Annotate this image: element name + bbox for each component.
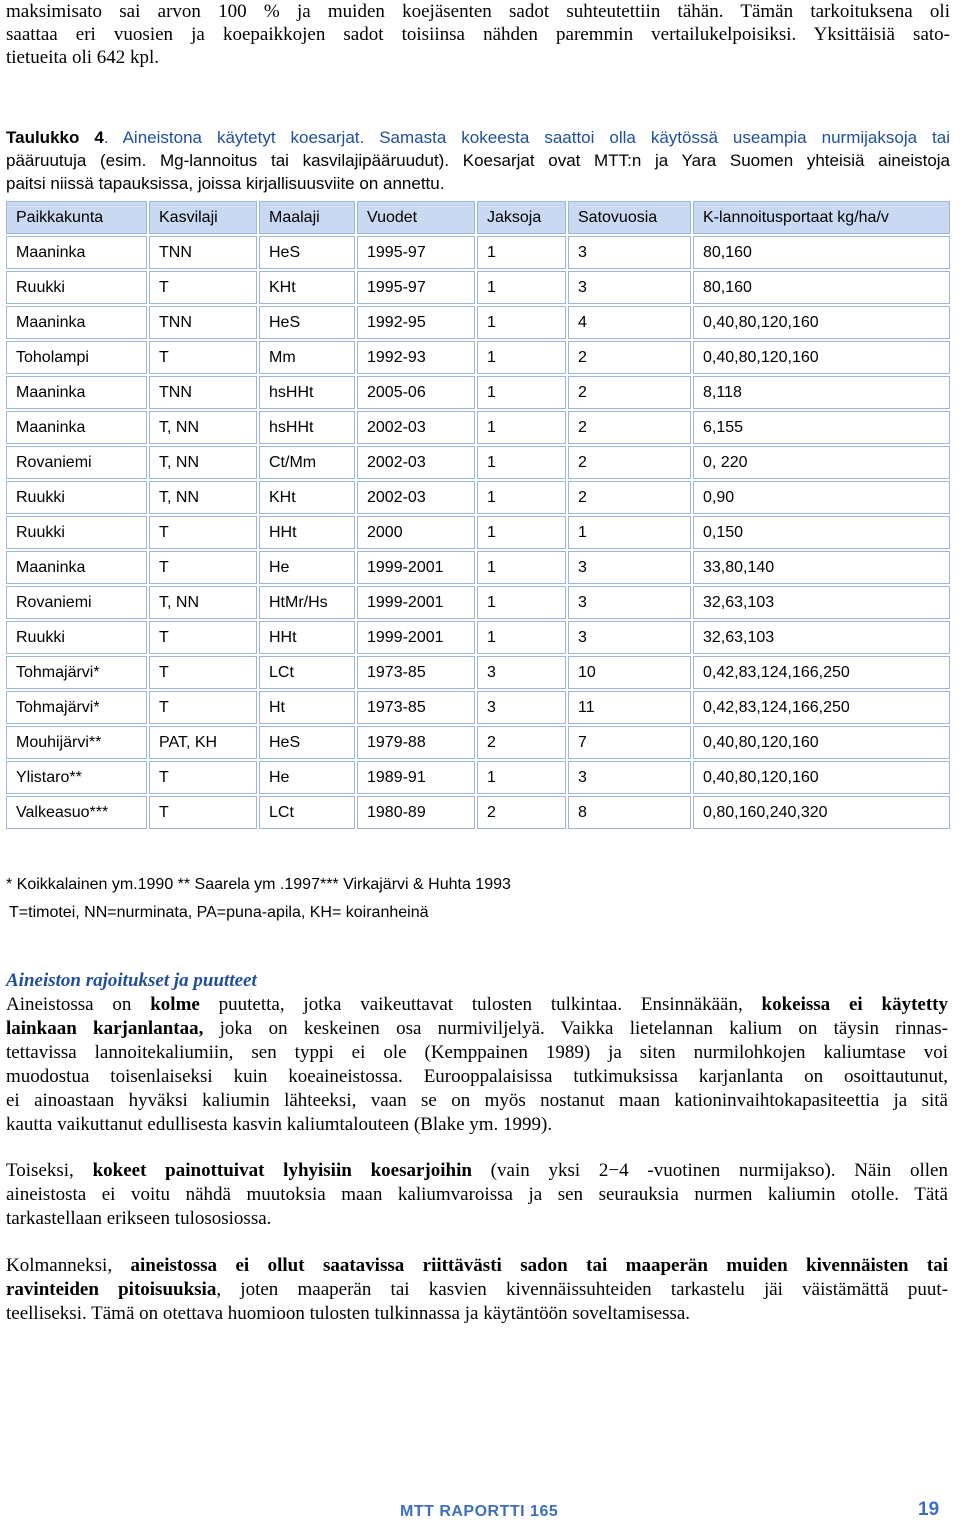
table-cell: HHt — [259, 516, 355, 549]
table-cell: T — [149, 796, 257, 829]
table-cell: 3 — [568, 551, 691, 584]
table-row — [6, 621, 950, 654]
table-cell: He — [259, 761, 355, 794]
table-cell: 1 — [477, 481, 566, 514]
table-cell: HeS — [259, 236, 355, 269]
table-cell: 0,80,160,240,320 — [693, 796, 950, 829]
table-row — [6, 271, 950, 304]
table-cell: 1989-91 — [357, 761, 475, 794]
table-cell: 2 — [568, 341, 691, 374]
footnote-references: * Koikkalainen ym.1990 ** Saarela ym .1997*** Virkajärvi & Huhta 1993 — [6, 876, 511, 893]
table-cell: 1992-93 — [357, 341, 475, 374]
table-cell: 2 — [568, 446, 691, 479]
table-cell: T, NN — [149, 586, 257, 619]
column-header: Maalaji — [259, 201, 355, 234]
table-cell: LCt — [259, 796, 355, 829]
table-cell: T — [149, 271, 257, 304]
report-series-label: MTT RAPORTTI 165 — [400, 1503, 559, 1520]
table-cell: Rovaniemi — [6, 446, 147, 479]
table-cell: 32,63,103 — [693, 586, 950, 619]
column-header: Vuodet — [357, 201, 475, 234]
table-cell: TNN — [149, 236, 257, 269]
intro-line: tietueita oli 642 kpl. — [6, 47, 160, 68]
table-cell: KHt — [259, 271, 355, 304]
table-row — [6, 796, 950, 829]
table-cell: T, NN — [149, 411, 257, 444]
table-cell: 1 — [477, 306, 566, 339]
table-row — [6, 306, 950, 339]
table-cell: 2 — [568, 481, 691, 514]
page-number: 19 — [918, 1499, 940, 1520]
table-cell: 1 — [477, 271, 566, 304]
table-cell: 1 — [477, 586, 566, 619]
table-row — [6, 376, 950, 409]
table-cell: Tohmajärvi* — [6, 656, 147, 689]
table-cell: 1999-2001 — [357, 551, 475, 584]
table-body — [6, 236, 950, 829]
table-cell: 2002-03 — [357, 481, 475, 514]
column-header: Jaksoja — [477, 201, 566, 234]
table-cell: 1999-2001 — [357, 621, 475, 654]
table-cell: Ct/Mm — [259, 446, 355, 479]
table-cell: 80,160 — [693, 271, 950, 304]
column-header: K-lannoitusportaat kg/ha/v — [693, 201, 950, 234]
table-cell: 2 — [568, 376, 691, 409]
table-row — [6, 236, 950, 269]
table-cell: 3 — [568, 586, 691, 619]
column-header: Satovuosia — [568, 201, 691, 234]
table-cell: 1979-88 — [357, 726, 475, 759]
table-cell: 1999-2001 — [357, 586, 475, 619]
table-row — [6, 761, 950, 794]
table-cell: 0,90 — [693, 481, 950, 514]
table-cell: 0,150 — [693, 516, 950, 549]
table-cell: T — [149, 691, 257, 724]
table-row — [6, 411, 950, 444]
table-cell: 10 — [568, 656, 691, 689]
column-header: Kasvilaji — [149, 201, 257, 234]
table-cell: Toholampi — [6, 341, 147, 374]
table-cell: HHt — [259, 621, 355, 654]
table-cell: 1 — [477, 761, 566, 794]
table-cell: TNN — [149, 306, 257, 339]
footnote-abbreviations: T=timotei, NN=nurminata, PA=puna-apila, KH= koiranheinä — [9, 904, 429, 921]
section-heading: Aineiston rajoitukset ja puutteet — [6, 970, 257, 991]
paragraph-1: Aineistossa on kolme puutetta, jotka vaikeuttavat tulosten tulkintaa. Ensinnäkään, kokeissa ei käytetty lainkaan karjanlantaa, joka on keskeinen osa nurmiviljelyä. Vaikka lietelannan kalium on täysin rinnas- tettavissa lannoitekaliumiin, sen typpi ei ole (Kemppainen 1989) ja siten nurmilohkojen kaliumtase voi muodostua toisenlaiseksi kuin koeaineistossa. Eurooppalaisissa tutkimuksissa karjanlanta on osoittautunut, ei ainoastaan hyväksi kaliumin lähteeksi, vaan se on myös nostanut maan kationinvaihtokapasiteettia ja sitä kautta vaikuttanut edullisesta kasvin kaliumtalouteen (Blake ym. 1999). — [6, 994, 949, 1135]
table-cell: 0,42,83,124,166,250 — [693, 656, 950, 689]
table-cell: 1973-85 — [357, 691, 475, 724]
paragraph-3: Kolmanneksi, aineistossa ei ollut saatavissa riittävästi sadon tai maaperän muiden kivennäisten tai ravinteiden pitoisuuksia, joten maaperän tai kasvien kivennäissuhteiden tarkastelu jäi väistämättä puut- teelliseksi. Tämä on otettava huomioon tulosten tulkinnassa ja käytäntöön soveltamisessa. — [6, 1255, 949, 1324]
table-cell: TNN — [149, 376, 257, 409]
table-cell: Ruukki — [6, 621, 147, 654]
table-cell: PAT, KH — [149, 726, 257, 759]
table-cell: Rovaniemi — [6, 586, 147, 619]
table-cell: 2000 — [357, 516, 475, 549]
table-cell: Tohmajärvi* — [6, 691, 147, 724]
paragraph-2: Toiseksi, kokeet painottuivat lyhyisiin koesarjoihin (vain yksi 2−4 -vuotinen nurmijakso). Näin ollen aineistosta ei voitu nähdä muutoksia maan kaliumvaroissa ja sen seurauksia nurmen kaliumin otolle. Tätä tarkastellaan erikseen tulososiossa. — [6, 1160, 948, 1229]
table-cell: T — [149, 656, 257, 689]
table-cell: 3 — [477, 656, 566, 689]
table-row — [6, 586, 950, 619]
table-cell: 0,40,80,120,160 — [693, 726, 950, 759]
table-cell: 11 — [568, 691, 691, 724]
table-cell: hsHHt — [259, 411, 355, 444]
trial-series-table — [4, 199, 952, 831]
table-cell: 1995-97 — [357, 236, 475, 269]
table-cell: HtMr/Hs — [259, 586, 355, 619]
table-cell: He — [259, 551, 355, 584]
table-cell: Ruukki — [6, 271, 147, 304]
table-cell: 0,40,80,120,160 — [693, 761, 950, 794]
table-cell: 32,63,103 — [693, 621, 950, 654]
table-cell: HeS — [259, 306, 355, 339]
table-cell: 1 — [477, 236, 566, 269]
table-cell: 0,40,80,120,160 — [693, 341, 950, 374]
table-cell: 3 — [568, 271, 691, 304]
table-cell: 0,40,80,120,160 — [693, 306, 950, 339]
table-cell: Maaninka — [6, 376, 147, 409]
table-cell: 3 — [568, 761, 691, 794]
table-cell: T, NN — [149, 446, 257, 479]
table-cell: Ruukki — [6, 516, 147, 549]
table-cell: 1 — [477, 551, 566, 584]
table-cell: Maaninka — [6, 551, 147, 584]
table-cell: hsHHt — [259, 376, 355, 409]
caption-text: . Aineistona käytetyt koesarjat. Samasta kokeesta saattoi olla käytössä useampia nurmijaksoja tai — [103, 128, 950, 147]
table-cell: 1 — [477, 621, 566, 654]
table-caption — [6, 126, 950, 195]
table-cell: 3 — [568, 236, 691, 269]
table-cell: 80,160 — [693, 236, 950, 269]
table-cell: Maaninka — [6, 236, 147, 269]
table-cell: 1 — [477, 341, 566, 374]
caption-label: Taulukko 4 — [6, 128, 104, 147]
table-cell: 1992-95 — [357, 306, 475, 339]
table-cell: 2002-03 — [357, 411, 475, 444]
table-cell: Valkeasuo*** — [6, 796, 147, 829]
table-cell: 1 — [568, 516, 691, 549]
table-cell: 0, 220 — [693, 446, 950, 479]
table-row — [6, 726, 950, 759]
table-cell: Mouhijärvi** — [6, 726, 147, 759]
table-cell: LCt — [259, 656, 355, 689]
table-header-row — [6, 201, 950, 234]
table-row — [6, 691, 950, 724]
table-cell: 8 — [568, 796, 691, 829]
table-cell: 2 — [477, 726, 566, 759]
table-cell: Ylistaro** — [6, 761, 147, 794]
table-cell: T — [149, 761, 257, 794]
table-cell: 0,42,83,124,166,250 — [693, 691, 950, 724]
column-header: Paikkakunta — [6, 201, 147, 234]
table-cell: 6,155 — [693, 411, 950, 444]
table-cell: 3 — [568, 621, 691, 654]
caption-text: pääruutuja (esim. Mg-lannoitus tai kasvilajipääruudut). Koesarjat ovat MTT:n ja Yara Suomen yhteisiä aineistoja — [6, 151, 950, 170]
table-row — [6, 446, 950, 479]
table-cell: T — [149, 341, 257, 374]
table-cell: 7 — [568, 726, 691, 759]
table-cell: Ruukki — [6, 481, 147, 514]
table-cell: Maaninka — [6, 306, 147, 339]
table-cell: 3 — [477, 691, 566, 724]
section-heading-block — [6, 969, 948, 1137]
table-cell: 2002-03 — [357, 446, 475, 479]
table-cell: 2 — [568, 411, 691, 444]
intro-paragraph — [6, 0, 950, 69]
table-cell: T — [149, 516, 257, 549]
table-cell: T, NN — [149, 481, 257, 514]
intro-line: maksimisato sai arvon 100 % ja muiden koejäsenten sadot suhteutettiin tähän. Tämän tarkoituksena oli — [6, 1, 950, 22]
table-cell: 1 — [477, 516, 566, 549]
table-row — [6, 481, 950, 514]
table-cell: 4 — [568, 306, 691, 339]
table-cell: 1980-89 — [357, 796, 475, 829]
table-cell: KHt — [259, 481, 355, 514]
table-cell: 2005-06 — [357, 376, 475, 409]
table-row — [6, 551, 950, 584]
table-footnotes — [6, 871, 511, 927]
table-cell: 1995-97 — [357, 271, 475, 304]
table-cell: 8,118 — [693, 376, 950, 409]
table-cell: 1 — [477, 376, 566, 409]
table-row — [6, 656, 950, 689]
table-row — [6, 341, 950, 374]
table-cell: 1 — [477, 411, 566, 444]
table-cell: 33,80,140 — [693, 551, 950, 584]
table-cell: HeS — [259, 726, 355, 759]
intro-line: saattaa eri vuosien ja koepaikkojen sadot toisiinsa nähden paremmin vertailukelpoisiksi. Yksittäisiä sato- — [6, 24, 950, 45]
table-cell: Ht — [259, 691, 355, 724]
table-row — [6, 516, 950, 549]
caption-text: paitsi niissä tapauksissa, joissa kirjallisuusviite on annettu. — [6, 174, 445, 193]
table-cell: 1 — [477, 446, 566, 479]
table-cell: Mm — [259, 341, 355, 374]
table-cell: Maaninka — [6, 411, 147, 444]
table-cell: 1973-85 — [357, 656, 475, 689]
table-cell: T — [149, 551, 257, 584]
table-cell: 2 — [477, 796, 566, 829]
table-cell: T — [149, 621, 257, 654]
